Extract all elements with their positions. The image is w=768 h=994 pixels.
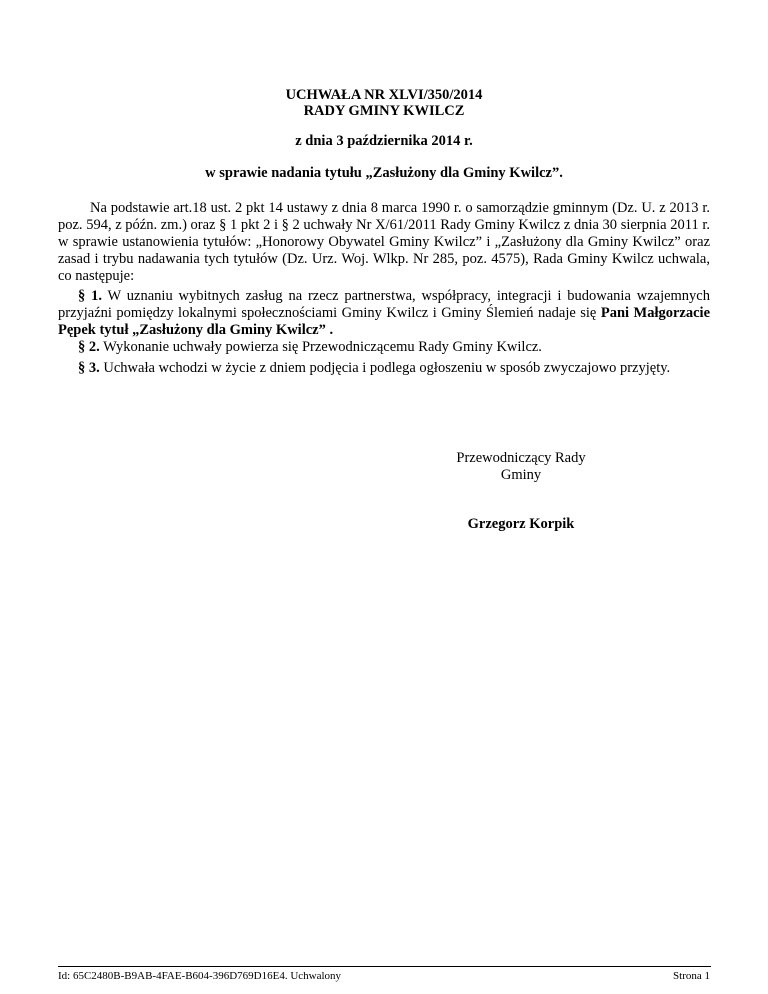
paragraph-3-text: Uchwała wchodzi w życie z dniem podjęcia i podlega ogłoszeniu w sposób zwyczajowo przyjęty. bbox=[103, 360, 671, 376]
paragraph-3-mark: § 3. bbox=[78, 360, 100, 376]
signatory-role-line1: Przewodniczący Rady bbox=[456, 450, 586, 466]
resolution-number: UCHWAŁA NR XLVI/350/2014 bbox=[285, 87, 483, 103]
paragraph-3 bbox=[58, 360, 710, 377]
signatory-role bbox=[441, 450, 601, 484]
resolution-date: z dnia 3 października 2014 r. bbox=[295, 133, 473, 149]
signatory-role-line2: Gminy bbox=[500, 467, 542, 483]
paragraph-1-text: W uznaniu wybitnych zasług na rzecz partnerstwa, współpracy, integracji i budowania wzajemnych przyjaźni pomiędzy lokalnymi społecznościami Gminy Kwilcz i Gminy Ślemień nadaje się bbox=[58, 288, 710, 321]
paragraph-1-mark: § 1. bbox=[78, 288, 102, 304]
footer-divider bbox=[58, 966, 711, 967]
paragraph-1 bbox=[58, 288, 710, 339]
legal-basis-paragraph: Na podstawie art.18 ust. 2 pkt 14 ustawy z dnia 8 marca 1990 r. o samorządzie gminnym (Dz. U. z 2013 r. poz. 594, z późn. zm.) oraz § 1 pkt 2 i § 2 uchwały Nr X/61/2011 Rady Gminy Kwilcz z dnia 30 sierpnia 2011 r. w sprawie ustanowienia tytułów: „Honorowy Obywatel Gminy Kwilcz” i „Zasłużony dla Gminy Kwilcz” oraz zasad i trybu nadawania tych tytułów (Dz. Urz. Woj. Wlkp. Nr 285, poz. 4575), Rada Gminy Kwilcz uchwala, co następuje: bbox=[58, 200, 710, 284]
resolution-subject: w sprawie nadania tytułu „Zasłużony dla Gminy Kwilcz”. bbox=[205, 165, 563, 181]
council-name: RADY GMINY KWILCZ bbox=[303, 103, 465, 119]
paragraph-2-text: Wykonanie uchwały powierza się Przewodniczącemu Rady Gminy Kwilcz. bbox=[103, 339, 542, 355]
signatory-name: Grzegorz Korpik bbox=[467, 516, 575, 532]
paragraph-2-mark: § 2. bbox=[78, 339, 100, 355]
page-number: Strona 1 bbox=[673, 970, 710, 982]
paragraph-2 bbox=[58, 339, 710, 356]
paragraph-1-honoree: Pani Małgorzacie Pępek tytuł „Zasłużony dla Gminy Kwilcz” . bbox=[58, 305, 710, 338]
document-id: Id: 65C2480B-B9AB-4FAE-B604-396D769D16E4. Uchwalony bbox=[58, 970, 342, 982]
